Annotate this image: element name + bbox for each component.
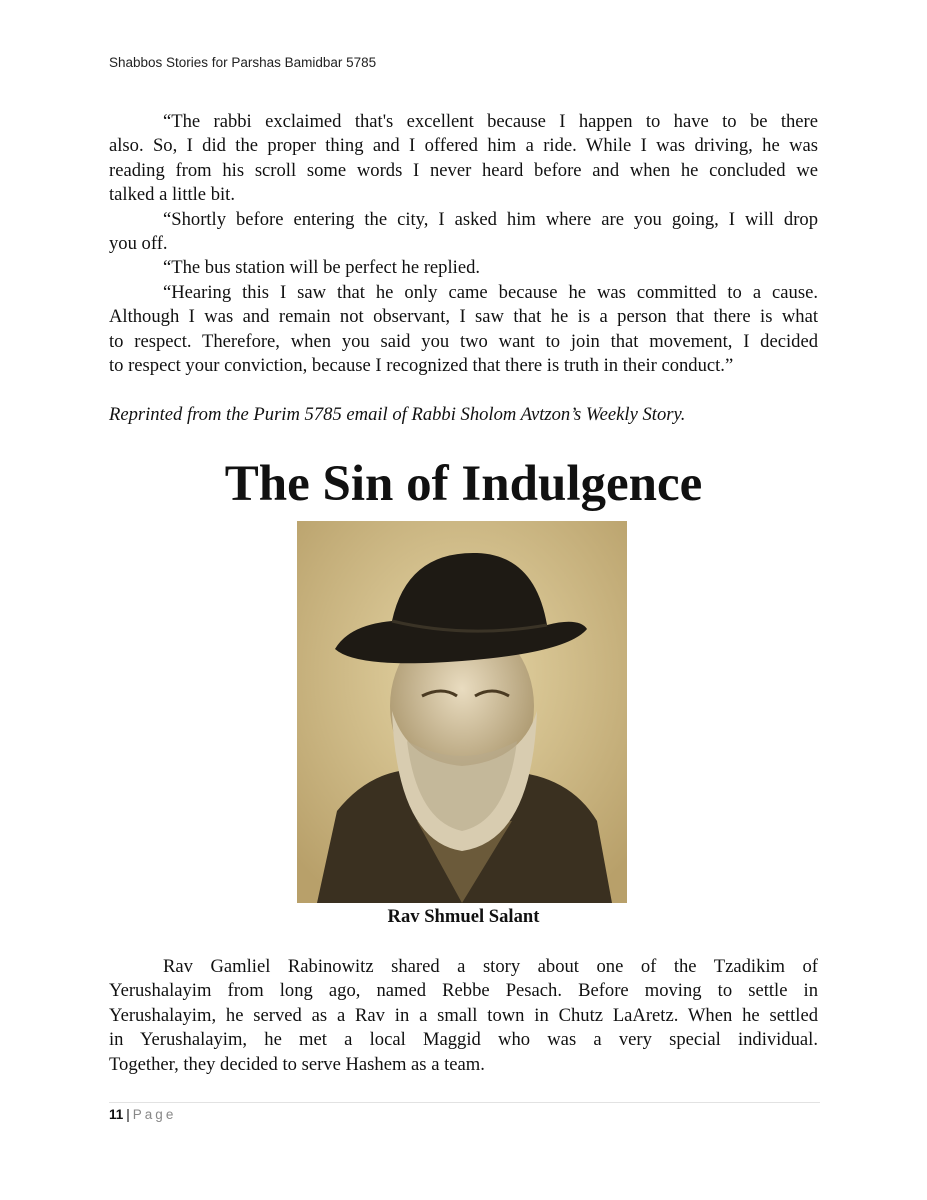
text-line: “Hearing this I saw that he only came because he was committed to a cause. [163, 281, 818, 303]
footer-divider [109, 1102, 820, 1103]
text-line: talked a little bit. [109, 184, 235, 206]
story-continuation [109, 110, 818, 378]
text-line: “The bus station will be perfect he replied. [163, 257, 481, 279]
text-line: Yerushalayim from long ago, named Rebbe Pesach. Before moving to settle in [109, 980, 818, 1002]
text-line: Yerushalayim, he served as a Rav in a small town in Chutz LaAretz. When he settled [109, 1004, 818, 1026]
text-line: to respect. Therefore, when you said you two want to join that movement, I decided [109, 330, 818, 352]
text-line: you off. [109, 233, 168, 255]
portrait-photo [297, 521, 627, 903]
reprint-credit: Reprinted from the Purim 5785 email of Rabbi Sholom Avtzon’s Weekly Story. [109, 404, 686, 425]
running-header: Shabbos Stories for Parshas Bamidbar 5785 [109, 55, 377, 70]
story-title: The Sin of Indulgence [224, 456, 703, 512]
text-line: Rav Gamliel Rabinowitz shared a story about one of the Tzadikim of [163, 956, 818, 977]
text-line: in Yerushalayim, he met a local Maggid who was a very special individual. [109, 1029, 818, 1051]
text-line: “Shortly before entering the city, I asked him where are you going, I will drop [163, 208, 818, 230]
text-line: “The rabbi exclaimed that's excellent because I happen to have to be there [163, 111, 818, 132]
text-line: to respect your conviction, because I recognized that there is truth in their conduct.” [109, 355, 734, 377]
page-label: Page [132, 1107, 177, 1122]
text-line: Although I was and remain not observant, I saw that he is a person that there is what [109, 306, 818, 328]
photo-caption: Rav Shmuel Salant [387, 906, 540, 927]
text-line: reading from his scroll some words I never heard before and when he concluded we [109, 159, 818, 181]
text-line: Together, they decided to serve Hashem as a team. [109, 1053, 485, 1075]
story-body [109, 955, 818, 1077]
page-footer [109, 1107, 176, 1122]
page-number: 11 [109, 1107, 124, 1122]
footer-separator: | [126, 1107, 130, 1122]
text-line: also. So, I did the proper thing and I offered him a ride. While I was driving, he was [109, 135, 818, 157]
